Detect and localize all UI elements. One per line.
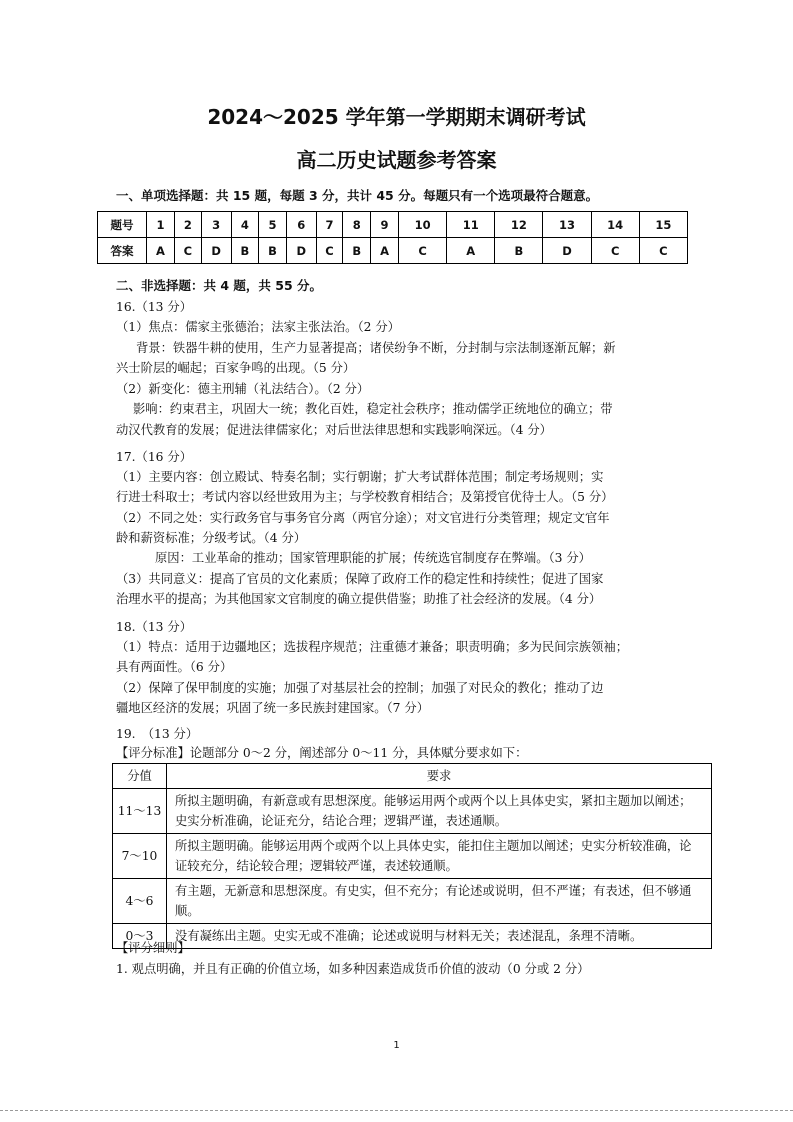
rubric-requirement: 所拟主题明确，有新意或有思想深度。能够运用两个或两个以上具体史实，紧扣主题加以阐述；史实分析准确，论证充分，结论合理；逻辑严谨，表述通顺。 xyxy=(167,789,712,834)
q17-part2-line1: （2）不同之处：实行政务官与事务官分离（两官分途）；对文官进行分类管理；规定文官年 xyxy=(116,511,610,525)
q17-part1-line2: 行进士科取士；考试内容以经世致用为主；与学校教育相结合；及第授官优待士人。（5 分） xyxy=(116,490,614,504)
q16-impact-line1: 影响：约束君主，巩固大一统；教化百姓，稳定社会秩序；推动儒学正统地位的确立；带 xyxy=(133,402,613,416)
rubric-requirement: 所拟主题明确。能够运用两个或两个以上具体史实，能扣住主题加以阐述；史实分析较准确，论证较充分，结论较合理；逻辑较严谨，表述较通顺。 xyxy=(167,834,712,879)
answer-cell: C xyxy=(591,238,639,264)
scoring-details-heading: 【评分细则】 xyxy=(116,941,190,955)
rubric-score: 11～13 xyxy=(113,789,167,834)
q16-background-line2: 兴士阶层的崛起；百家争鸣的出现。（5 分） xyxy=(116,361,356,375)
row-label-number: 题号 xyxy=(98,212,147,238)
answer-cell: A xyxy=(147,238,175,264)
rubric-header-score: 分值 xyxy=(113,764,167,789)
q17-part3-line1: （3）共同意义：提高了官员的文化素质；保障了政府工作的稳定性和持续性；促进了国家 xyxy=(116,572,604,586)
q17-part1-line1: （1）主要内容：创立殿试、特奏名制；实行朝谢；扩大考试群体范围；制定考场规则；实 xyxy=(116,470,604,484)
question-number: 10 xyxy=(399,212,447,238)
q17-part3-line2: 治理水平的提高；为其他国家文官制度的确立提供借鉴；助推了社会经济的发展。（4 分） xyxy=(116,592,602,606)
rubric-score: 4～6 xyxy=(113,879,167,924)
question-number: 12 xyxy=(495,212,543,238)
q16-part1: （1）焦点：儒家主张德治；法家主张法治。（2 分） xyxy=(116,320,400,334)
q16-part2: （2）新变化：德主刑辅（礼法结合）。（2 分） xyxy=(116,382,370,396)
answer-cell: A xyxy=(371,238,399,264)
answer-table-answer-row xyxy=(98,238,688,264)
question-number: 2 xyxy=(175,212,202,238)
rubric-header-row xyxy=(113,764,712,789)
q17-heading: 17.（16 分） xyxy=(116,450,193,464)
answer-cell: B xyxy=(343,238,371,264)
q18-part1-line1: （1）特点：适用于边疆地区；选拔程序规范；注重德才兼备；职责明确；多为民间宗族领袖； xyxy=(116,640,628,654)
question-number: 3 xyxy=(201,212,231,238)
question-number: 8 xyxy=(343,212,371,238)
question-number: 9 xyxy=(371,212,399,238)
q19-heading: 19. （13 分） xyxy=(116,727,199,741)
answer-table-number-row xyxy=(98,212,688,238)
exam-title: 2024～2025 学年第一学期期末调研考试 xyxy=(207,105,586,129)
question-number: 6 xyxy=(286,212,316,238)
rubric-table xyxy=(112,763,712,949)
question-number: 5 xyxy=(259,212,287,238)
question-number: 13 xyxy=(543,212,591,238)
question-number: 4 xyxy=(231,212,259,238)
scoring-details-item1: 1. 观点明确，并且有正确的价值立场，如多种因素造成货币价值的波动（0 分或 2 分） xyxy=(116,962,590,976)
answer-cell: C xyxy=(639,238,687,264)
rubric-row xyxy=(113,834,712,879)
q16-heading: 16.（13 分） xyxy=(116,300,193,314)
q16-impact-line2: 动汉代教育的发展；促进法律儒家化；对后世法律思想和实践影响深远。（4 分） xyxy=(116,423,552,437)
q19-scoring-standard: 【评分标准】论题部分 0～2 分，阐述部分 0～11 分，具体赋分要求如下： xyxy=(116,746,528,760)
q17-part2-line2: 龄和薪资标准；分级考试。（4 分） xyxy=(116,531,307,545)
question-number: 1 xyxy=(147,212,175,238)
answer-cell: C xyxy=(175,238,202,264)
q18-part2-line2: 疆地区经济的发展；巩固了统一多民族封建国家。（7 分） xyxy=(116,701,430,715)
answer-cell: B xyxy=(495,238,543,264)
answer-cell: B xyxy=(259,238,287,264)
rubric-header-requirement: 要求 xyxy=(167,764,712,789)
row-label-answer: 答案 xyxy=(98,238,147,264)
rubric-score: 7～10 xyxy=(113,834,167,879)
answer-cell: D xyxy=(201,238,231,264)
q17-reason: 原因：工业革命的推动；国家管理职能的扩展；传统选官制度存在弊端。（3 分） xyxy=(155,551,591,565)
question-number: 14 xyxy=(591,212,639,238)
rubric-score: 0～3 xyxy=(113,924,167,949)
answer-cell: C xyxy=(316,238,343,264)
page-bottom-divider xyxy=(0,1110,793,1111)
rubric-requirement: 有主题，无新意和思想深度。有史实，但不充分；有论述或说明，但不严谨；有表述，但不够通顺。 xyxy=(167,879,712,924)
section2-heading: 二、非选择题：共 4 题，共 55 分。 xyxy=(116,278,323,293)
q18-part2-line1: （2）保障了保甲制度的实施；加强了对基层社会的控制；加强了对民众的教化；推动了边 xyxy=(116,681,604,695)
question-number: 15 xyxy=(639,212,687,238)
rubric-requirement: 没有凝练出主题。史实无或不准确；论述或说明与材料无关；表述混乱，条理不清晰。 xyxy=(167,924,712,949)
answer-table xyxy=(97,211,688,264)
answer-cell: A xyxy=(447,238,495,264)
section1-heading: 一、单项选择题：共 15 题，每题 3 分，共计 45 分。每题只有一个选项最符合题意。 xyxy=(116,188,599,203)
exam-subtitle: 高二历史试题参考答案 xyxy=(296,148,497,172)
question-number: 11 xyxy=(447,212,495,238)
answer-cell: B xyxy=(231,238,259,264)
page-number: 1 xyxy=(393,1040,400,1051)
q16-background-line1: 背景：铁器牛耕的使用，生产力显著提高；诸侯纷争不断，分封制与宗法制逐渐瓦解；新 xyxy=(136,341,616,355)
rubric-row xyxy=(113,924,712,949)
answer-cell: D xyxy=(286,238,316,264)
question-number: 7 xyxy=(316,212,343,238)
rubric-row xyxy=(113,789,712,834)
answer-cell: D xyxy=(543,238,591,264)
rubric-row xyxy=(113,879,712,924)
q18-heading: 18.（13 分） xyxy=(116,620,193,634)
q18-part1-line2: 具有两面性。（6 分） xyxy=(116,660,233,674)
answer-cell: C xyxy=(399,238,447,264)
